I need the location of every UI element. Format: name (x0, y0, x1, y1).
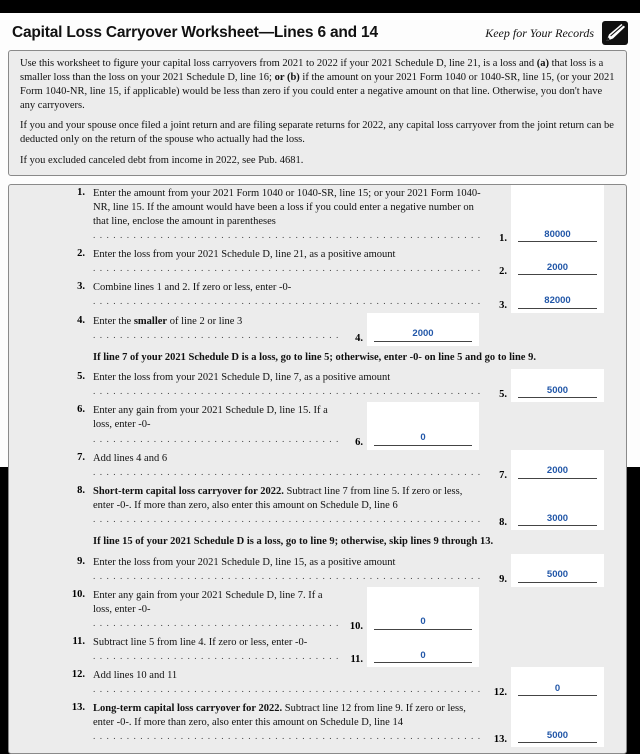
right-entry-column-empty (485, 587, 604, 634)
line-number: 8. (77, 484, 85, 496)
text-segment: that loss is a smaller loss than the loss on your 2021 Schedule D, line 16; (20, 58, 604, 83)
entry-line-number: 2. (499, 266, 507, 278)
amount-value[interactable]: 82000 (518, 295, 597, 308)
line-text (85, 667, 485, 700)
worksheet-lines-box (8, 184, 627, 754)
amount-value[interactable]: 2000 (518, 262, 597, 275)
dotted-leader (93, 732, 485, 742)
text-segment: Enter the loss from your 2021 Schedule D, line 15, as a positive amount (93, 556, 396, 568)
right-entry-column-empty (485, 313, 604, 346)
worksheet-line-1 (23, 185, 604, 246)
amount-value[interactable]: 80000 (518, 229, 597, 242)
page-title: Capital Loss Carryover Worksheet—Lines 6 and 14 (12, 24, 378, 41)
amount-value[interactable]: 5000 (518, 569, 597, 582)
line-number: 12. (71, 668, 85, 680)
entry-line-number: 9. (499, 573, 507, 585)
dotted-leader (93, 572, 485, 582)
worksheet-line-10 (23, 587, 604, 634)
right-entry-column (485, 554, 604, 587)
worksheet-line-4 (23, 313, 604, 346)
amount-value[interactable]: 2000 (374, 328, 472, 341)
text-segment: Enter the amount from your 2021 Form 1040 or 1040-SR, line 15; or your 2021 Form 1040-NR, line 15. If the amount would have been a loss if you could enter a negative number on that line, enclose the amount in parentheses (93, 188, 481, 228)
text-segment: if the amount on your 2021 Form 1040 or 1040-SR, line 15, (or your 2021 Form 1040-NR, line 15, if applicable) would be less than zero if you could enter a negative amount on that line. Otherwise, you don't have any carryovers. (20, 71, 615, 111)
amount-value[interactable]: 2000 (518, 465, 597, 478)
entry-line-number: 4. (355, 332, 363, 344)
amount-entry-field-line-1[interactable] (511, 185, 604, 246)
mid-entry-column (343, 313, 479, 346)
intro-box (8, 50, 627, 176)
amount-entry-field-line-8[interactable] (511, 483, 604, 530)
amount-value[interactable]: 5000 (518, 730, 597, 743)
amount-entry-field-line-3[interactable] (511, 279, 604, 312)
right-entry-column (485, 483, 604, 530)
worksheet-line-12 (23, 667, 604, 700)
worksheet-note (93, 535, 604, 549)
dotted-leader (93, 652, 343, 662)
worksheet-line-9 (23, 554, 604, 587)
dotted-leader (93, 468, 485, 478)
right-entry-column-empty (485, 402, 604, 449)
right-entry-column (485, 450, 604, 483)
intro-paragraph-2 (20, 119, 615, 147)
entry-line-number: 10. (349, 620, 363, 632)
dotted-leader (93, 297, 485, 307)
right-entry-column (485, 369, 604, 402)
worksheet-page (0, 13, 640, 746)
entry-line-number: 1. (499, 233, 507, 245)
mid-entry-column (343, 587, 479, 634)
line-text (85, 634, 343, 667)
worksheet-line-8 (23, 483, 604, 530)
amount-value[interactable]: 0 (518, 683, 597, 696)
entry-line-number: 11. (350, 653, 363, 665)
right-entry-column (485, 700, 604, 747)
line-number: 11. (72, 635, 85, 647)
worksheet-line-5 (23, 369, 604, 402)
worksheet-line-7 (23, 450, 604, 483)
line-text (85, 700, 485, 747)
line-text (85, 369, 485, 402)
right-entry-column-empty (485, 634, 604, 667)
line-text (85, 587, 343, 634)
entry-line-number: 8. (499, 516, 507, 528)
text-segment: If line 15 of your 2021 Schedule D is a loss, go to line 9; otherwise, skip lines 9 through 13. (93, 535, 494, 547)
amount-entry-field-line-9[interactable] (511, 554, 604, 587)
right-entry-column (485, 185, 604, 246)
entry-line-number: 5. (499, 389, 507, 401)
amount-entry-field-line-13[interactable] (511, 700, 604, 747)
right-entry-column (485, 279, 604, 312)
line-number: 3. (77, 281, 85, 293)
line-number: 5. (77, 371, 85, 383)
text-segment: smaller (133, 315, 168, 327)
amount-value[interactable]: 3000 (518, 513, 597, 526)
dotted-leader (93, 264, 485, 274)
amount-value[interactable]: 0 (374, 650, 472, 663)
line-text (85, 279, 485, 312)
text-segment: Enter the (93, 315, 134, 327)
dotted-leader (93, 515, 485, 525)
text-segment: Subtract line 7 from line 5. If zero or less, enter -0-. If more than zero, also enter this amount on Schedule D, line 6 (93, 485, 463, 511)
line-number: 2. (77, 248, 85, 260)
line-number: 6. (77, 404, 85, 416)
intro-paragraph-1 (20, 57, 615, 112)
line-number: 9. (77, 555, 85, 567)
entry-line-number: 7. (499, 469, 507, 481)
line-text (85, 483, 485, 530)
line-text (85, 554, 485, 587)
dotted-leader (93, 685, 485, 695)
entry-line-number: 3. (499, 299, 507, 311)
text-segment: Combine lines 1 and 2. If zero or less, enter -0- (93, 282, 292, 294)
pencil-icon (602, 21, 628, 45)
line-text (85, 246, 485, 279)
text-segment: Subtract line 12 from line 9. If zero or less, enter -0-. If more than zero, also enter this amount on Schedule D, line 14 (93, 703, 466, 729)
text-segment: Add lines 4 and 6 (93, 452, 168, 464)
text-segment: If you excluded canceled debt from income in 2022, see Pub. 4681. (20, 155, 304, 167)
text-segment: of line 2 or line 3 (167, 315, 243, 327)
text-segment: If you and your spouse once filed a joint return and are filing separate returns for 2022, any capital loss carryover from the joint return can be deducted only on the return of the spouse who actually had the loss. (20, 120, 614, 146)
dotted-leader (93, 387, 485, 397)
line-number: 4. (77, 314, 85, 326)
line-number: 7. (77, 451, 85, 463)
line-number: 1. (77, 187, 85, 199)
line-number: 10. (71, 588, 85, 600)
text-segment: If line 7 of your 2021 Schedule D is a loss, go to line 5; otherwise, enter -0- on line 5 and go to line 9. (93, 351, 536, 363)
amount-entry-field-line-5[interactable] (511, 369, 604, 402)
mid-entry-column (343, 402, 479, 449)
worksheet-line-11 (23, 634, 604, 667)
text-segment: (a) (536, 58, 549, 69)
amount-value[interactable]: 0 (374, 616, 472, 629)
amount-value[interactable]: 0 (374, 432, 472, 445)
text-segment: or (b) (274, 71, 300, 83)
keep-for-records-label: Keep for Your Records (485, 25, 594, 40)
text-segment: Long-term capital loss carryover for 2022. (93, 703, 283, 715)
worksheet-line-6 (23, 402, 604, 449)
text-segment: Enter any gain from your 2021 Schedule D, line 15. If a loss, enter -0- (93, 405, 328, 431)
line-text (85, 313, 343, 346)
text-segment: Short-term capital loss carryover for 2022. (93, 485, 284, 497)
dotted-leader (93, 231, 485, 241)
amount-entry-field-line-10[interactable] (367, 587, 479, 634)
text-segment: Enter any gain from your 2021 Schedule D, line 7. If a loss, enter -0- (93, 589, 323, 615)
amount-entry-field-line-7[interactable] (511, 450, 604, 483)
right-entry-column (485, 246, 604, 279)
line-text (85, 185, 485, 246)
dotted-leader (93, 435, 343, 445)
amount-entry-field-line-2[interactable] (511, 246, 604, 279)
intro-paragraph-3 (20, 154, 615, 168)
amount-entry-field-line-6[interactable] (367, 402, 479, 449)
text-segment: Enter the loss from your 2021 Schedule D, line 21, as a positive amount (93, 249, 396, 261)
dotted-leader (93, 619, 343, 629)
amount-entry-field-line-4[interactable] (367, 313, 479, 346)
header (0, 13, 640, 50)
entry-line-number: 6. (355, 436, 363, 448)
line-text (85, 450, 485, 483)
right-entry-column (485, 667, 604, 700)
worksheet-line-3 (23, 279, 604, 312)
amount-entry-field-line-11[interactable] (367, 634, 479, 667)
line-number: 13. (71, 702, 85, 714)
text-segment: Subtract line 5 from line 4. If zero or less, enter -0- (93, 636, 308, 648)
amount-entry-field-line-12[interactable] (511, 667, 604, 700)
mid-entry-column (343, 634, 479, 667)
text-segment: Use this worksheet to figure your capital loss carryovers from 2021 to 2022 if your 2021 Schedule D, line 21, is a loss and (20, 58, 537, 69)
entry-line-number: 13. (493, 734, 507, 746)
worksheet-line-2 (23, 246, 604, 279)
text-segment: Enter the loss from your 2021 Schedule D, line 7, as a positive amount (93, 372, 391, 384)
entry-line-number: 12. (493, 687, 507, 699)
amount-value[interactable]: 5000 (518, 385, 597, 398)
line-text (85, 402, 343, 449)
text-segment: Add lines 10 and 11 (93, 669, 178, 681)
dotted-leader (93, 331, 343, 341)
worksheet-line-13 (23, 700, 604, 747)
worksheet-note (93, 351, 604, 365)
